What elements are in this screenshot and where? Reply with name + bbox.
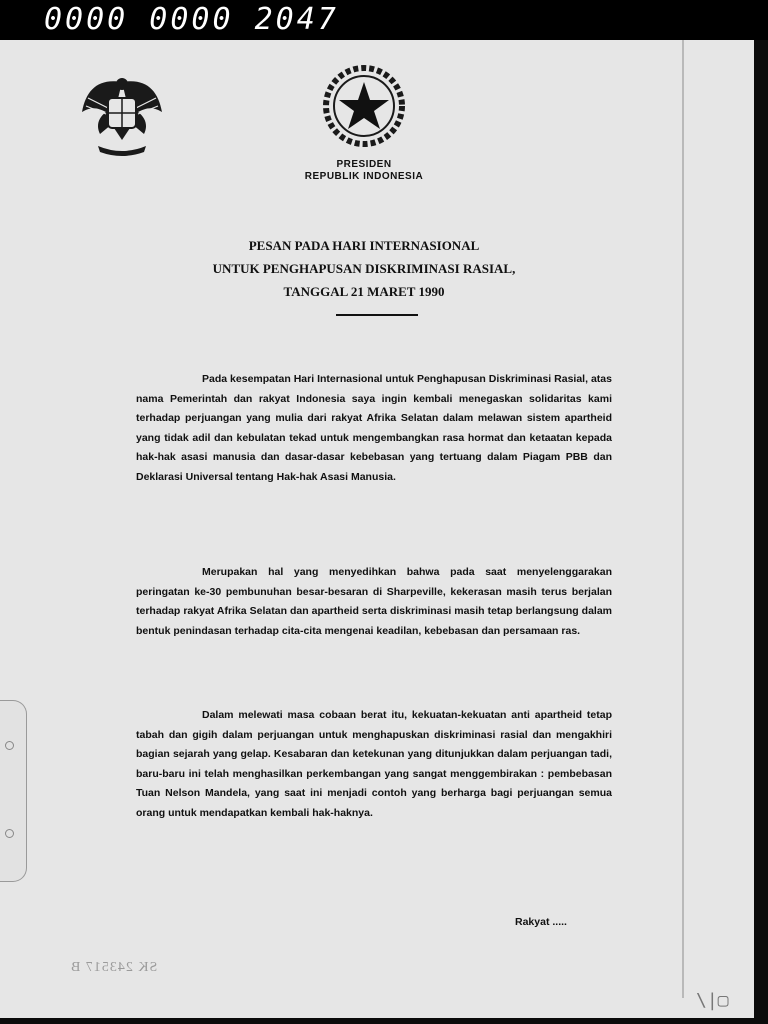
- office-title-line-2: REPUBLIK INDONESIA: [304, 171, 424, 182]
- page-fold-line: [682, 40, 684, 998]
- garuda-emblem-icon: [78, 68, 166, 158]
- presidential-star-seal-icon: [320, 64, 408, 148]
- document-title-date: TANGGAL 21 MARET 1990: [283, 284, 445, 299]
- binder-clip: [0, 700, 27, 882]
- document-title-line-1: PESAN PADA HARI INTERNASIONAL: [248, 238, 480, 253]
- film-frame-header: [0, 0, 768, 44]
- corner-mark: \|▢: [696, 990, 729, 1011]
- title-underline: [336, 314, 418, 316]
- scan-border-right: [754, 40, 768, 1024]
- document-title-line-2: UNTUK PENGHAPUSAN DISKRIMINASI RASIAL,: [212, 261, 516, 276]
- body-paragraph-2: Merupakan hal yang menyedihkan bahwa pada saat menyelenggarakan peringatan ke-30 pembunuhan besar-besaran di Sharpeville, kekerasan masih terus berjalan terhadap rakyat Afrika Selatan dan apartheid serta diskriminasi masih tetap berlangsung dalam bentuk penindasan terhadap cita-cita mengenai keadilan, kebebasan dan persamaan ras.: [136, 566, 612, 637]
- office-title-line-1: PRESIDEN: [336, 159, 392, 170]
- scan-border-bottom: [0, 1018, 768, 1024]
- body-paragraph-1: Pada kesempatan Hari Internasional untuk Penghapusan Diskriminasi Rasial, atas nama Pemerintah dan rakyat Indonesia saya ingin kembali menegaskan solidaritas kami terhadap perjuangan yang mulia dari rakyat Afrika Selatan dalam melawan sistem apartheid yang tidak adil dan kebulatan tekad untuk mengembangkan rasa hormat dan ketaatan kepada hak-hak asasi manusia dan dasar-dasar kebebasan yang tertuang dalam Piagam PBB dan Deklarasi Universal tentang Hak-hak Asasi Manusia.: [136, 373, 612, 483]
- body-paragraph-3: Dalam melewati masa cobaan berat itu, kekuatan-kekuatan anti apartheid tetap tabah dan gigih dalam perjuangan untuk menghapuskan diskriminasi rasial dan mengakhiri bagian sejarah yang gelap. Kesabaran dan ketekunan yang ditunjukkan dalam perjuangan tadi, baru-baru ini telah menghasilkan perkembangan yang sangat menggembirakan : pembebasan Tuan Nelson Mandela, yang saat ini menjadi contoh yang berharga bagi perjuangan semua orang untuk mendapatkan kembali hak-haknya.: [136, 709, 612, 819]
- mirrored-stamp: SK 243517 B: [70, 960, 158, 975]
- document-page: [0, 40, 754, 1018]
- binder-hole: [5, 741, 14, 750]
- frame-code: 0000 0000 2047: [44, 2, 339, 37]
- binder-hole: [5, 829, 14, 838]
- continuation-word: Rakyat .....: [515, 916, 567, 928]
